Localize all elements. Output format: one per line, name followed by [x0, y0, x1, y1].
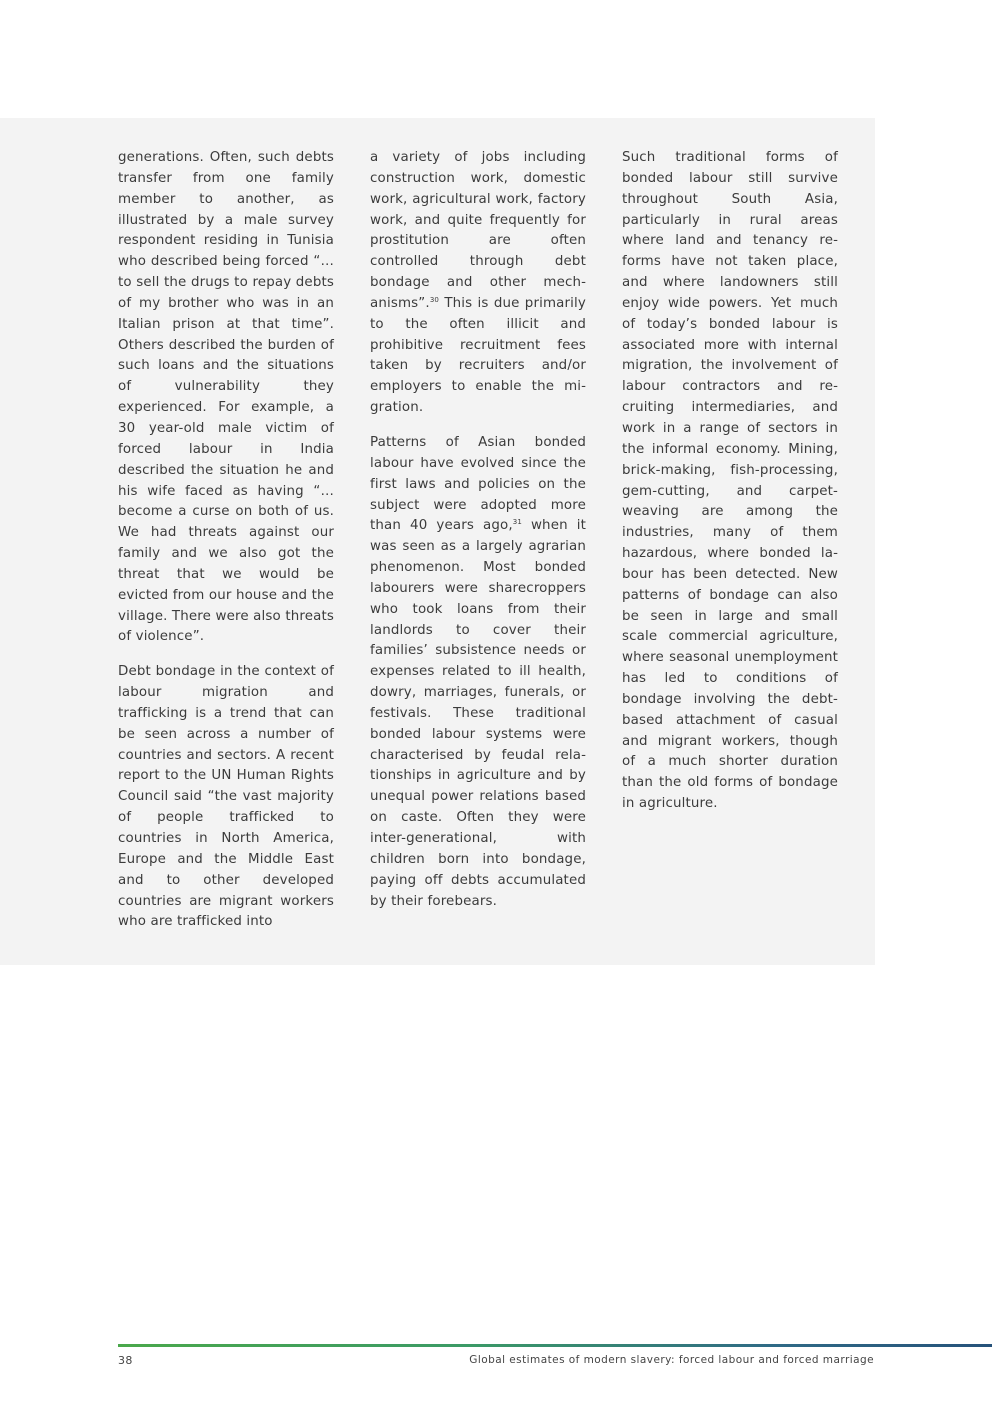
footer-divider — [118, 1344, 992, 1347]
text-column-3 — [622, 148, 838, 829]
paragraph-text: This is due primarily to the often illicit and prohibitive recruitment fees taken by recruiters and/or employers to enable the migration. — [370, 295, 586, 416]
paragraph — [370, 148, 586, 419]
text-column-1 — [118, 148, 334, 947]
paragraph-text: a variety of jobs including construction work, domestic work, agricultural work, factory work, and quite frequently for prostitution are often controlled through debt bondage and other mechanisms”. — [370, 150, 586, 311]
paragraph-text: Patterns of Asian bonded labour have evolved since the first laws and policies on the subject were adopted more than 40 years ago, — [370, 434, 586, 534]
paragraph: Such traditional forms of bonded labour still survive throughout South Asia, particularly in rural areas where land and tenancy reforms have not taken place, and where landowners still enjoy wide powers. Yet much of today’s bonded labour is associated more with internal migration, the involvement of labour contractors and recruiting intermediaries, and work in a range of sectors in the informal economy. Mining, brick-making, fish-processing, gem-cutting, and carpet-weaving are among the industries, many of them hazardous, where bonded labour has been detected. New patterns of bondage can also be seen in large and small scale commercial agriculture, where seasonal unemployment has led to conditions of bondage involving the debt-based attachment of casual and migrant workers, though of a much shorter duration than the old forms of bondage in agriculture. — [622, 150, 838, 812]
footer-title: Global estimates of modern slavery: forced labour and forced marriage — [469, 1354, 874, 1366]
footnote-ref-31[interactable]: 31 — [512, 518, 522, 527]
page-number: 38 — [118, 1354, 133, 1367]
paragraph: generations. Often, such debts transfer from one family member to another, as illustrated by a male survey respondent residing in Tunisia who described being forced “…to sell the drugs to repay debts of my brother who was in an Italian prison at that time”. Others described the burden of such loans and the situations of vulnerability they experienced. For example, a 30 year-old male victim of forced labour in India described the situation he and his wife faced as having “…become a curse on both of us. We had threats against our family and we also got the threat that we would be evicted from our house and the village. There were also threats of violence”. — [118, 150, 334, 645]
paragraph — [370, 433, 586, 912]
footnote-ref-30[interactable]: 30 — [429, 295, 440, 304]
paragraph-text: when it was seen as a largely agrarian phenomenon. Most bonded labourers were sharecroppers who took loans from their landlords to cover their families’ subsistence needs or expenses related to ill health, dowry, marriages, funerals, or festivals. These traditional bonded labour systems were characterised by feudal relationships in agriculture and by unequal power relations based on caste. Often they were inter-generational, with children born into bondage, paying off debts accumulated by their forebears. — [370, 518, 586, 909]
text-column-2 — [370, 148, 586, 926]
paragraph: Debt bondage in the context of labour migration and trafficking is a trend that can be seen across a number of countries and sectors. A recent report to the UN Human Rights Council said “the vast majority of people trafficked to countries in North America, Europe and the Middle East and to other developed countries are migrant workers who are trafficked into — [118, 664, 334, 930]
